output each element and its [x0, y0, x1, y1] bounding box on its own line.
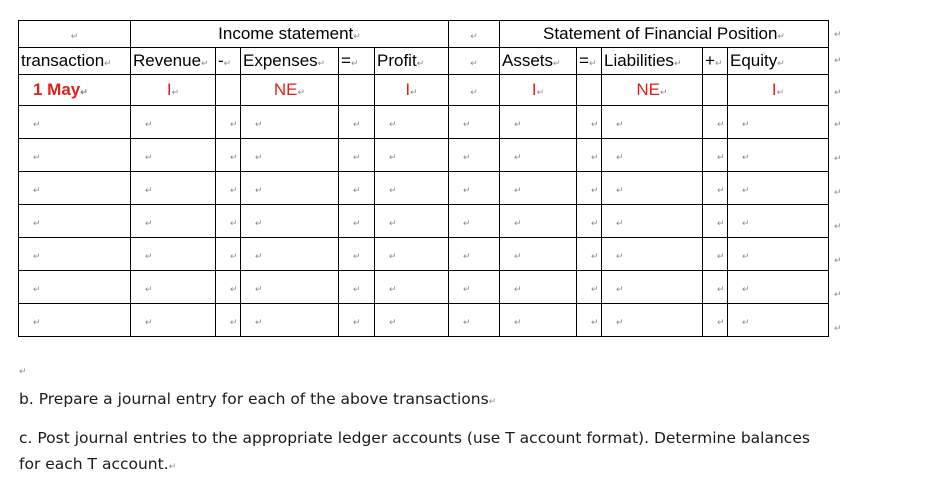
table-row [19, 304, 829, 337]
paragraph-mark: ↵ [834, 221, 842, 231]
paragraph-mark: ↵ [33, 185, 41, 195]
table-cell [728, 238, 829, 271]
table-cell [577, 271, 602, 304]
instruction-c-line2: for each T account.↵ [19, 455, 177, 473]
table-cell [500, 139, 577, 172]
instruction-b: b. Prepare a journal entry for each of the above transactions↵ [19, 390, 497, 408]
table-cell [602, 205, 703, 238]
table-cell [602, 238, 703, 271]
table-row [19, 238, 829, 271]
table-cell [728, 172, 829, 205]
table-cell [241, 238, 339, 271]
paragraph-mark: ↵ [255, 119, 263, 129]
table-cell [131, 304, 216, 337]
header-empty-cell: ↵ [19, 21, 131, 48]
minus-header: -↵ [216, 48, 241, 75]
table-group-header-row [19, 21, 829, 48]
paragraph-mark: ↵ [591, 218, 599, 228]
table-cell [241, 106, 339, 139]
table-row [19, 139, 829, 172]
table-cell [339, 139, 375, 172]
table-cell [602, 106, 703, 139]
paragraph-mark: ↵ [230, 317, 238, 327]
assets-header: Assets↵ [500, 48, 577, 75]
paragraph-mark: ↵ [616, 284, 624, 294]
table-cell [216, 106, 241, 139]
paragraph-mark: ↵ [389, 218, 397, 228]
table-cell [602, 304, 703, 337]
table-cell [500, 106, 577, 139]
paragraph-mark: ↵ [717, 284, 725, 294]
paragraph-mark: ↵ [230, 218, 238, 228]
paragraph-mark: ↵ [463, 251, 471, 261]
expenses-cell: NE↵ [241, 75, 339, 106]
paragraph-mark: ↵ [145, 317, 153, 327]
paragraph-mark: ↵ [742, 218, 750, 228]
table-cell [728, 304, 829, 337]
paragraph-mark: ↵ [591, 284, 599, 294]
paragraph-mark: ↵ [463, 317, 471, 327]
paragraph-mark: ↵ [353, 218, 361, 228]
paragraph-mark: ↵ [834, 187, 842, 197]
paragraph-mark: ↵ [389, 119, 397, 129]
paragraph-mark: ↵ [463, 218, 471, 228]
revenue-header: Revenue↵ [131, 48, 216, 75]
table-cell [375, 139, 449, 172]
table-cell [375, 238, 449, 271]
paragraph-mark: ↵ [717, 185, 725, 195]
paragraph-mark: ↵ [353, 317, 361, 327]
paragraph-mark: ↵ [514, 218, 522, 228]
paragraph-mark: ↵ [389, 185, 397, 195]
paragraph-mark: ↵ [33, 317, 41, 327]
revenue-cell: I↵ [131, 75, 216, 106]
equals-header: =↵ [339, 48, 375, 75]
table-cell [131, 238, 216, 271]
paragraph-mark: ↵ [353, 152, 361, 162]
liabilities-header: Liabilities↵ [602, 48, 703, 75]
paragraph-mark: ↵ [145, 284, 153, 294]
table-cell [500, 238, 577, 271]
paragraph-mark: ↵ [717, 317, 725, 327]
paragraph-mark: ↵ [33, 251, 41, 261]
table-cell [703, 238, 728, 271]
paragraph-mark: ↵ [616, 185, 624, 195]
paragraph-mark: ↵ [591, 317, 599, 327]
paragraph-mark: ↵ [616, 218, 624, 228]
paragraph-mark: ↵ [255, 284, 263, 294]
table-cell [577, 304, 602, 337]
table-cell [703, 205, 728, 238]
header-gap-cell: ↵ [449, 21, 500, 48]
paragraph-mark: ↵ [230, 119, 238, 129]
paragraph-mark: ↵ [514, 185, 522, 195]
paragraph-mark: ↵ [33, 284, 41, 294]
table-cell [375, 304, 449, 337]
table-cell [19, 238, 131, 271]
table-cell [500, 205, 577, 238]
table-cell [131, 106, 216, 139]
paragraph-mark: ↵ [834, 119, 842, 129]
paragraph-mark: ↵ [145, 251, 153, 261]
table-cell [577, 172, 602, 205]
paragraph-mark: ↵ [514, 284, 522, 294]
paragraph-mark: ↵ [33, 152, 41, 162]
table-cell [216, 139, 241, 172]
paragraph-mark: ↵ [145, 185, 153, 195]
paragraph-mark: ↵ [834, 153, 842, 163]
paragraph-mark: ↵ [389, 317, 397, 327]
paragraph-mark: ↵ [230, 251, 238, 261]
paragraph-mark: ↵ [389, 284, 397, 294]
paragraph-mark: ↵ [463, 152, 471, 162]
table-cell [241, 205, 339, 238]
table-cell [19, 304, 131, 337]
table-cell [19, 271, 131, 304]
table-cell [577, 139, 602, 172]
profit-header: Profit↵ [375, 48, 449, 75]
equity-header: Equity↵ [728, 48, 829, 75]
table-cell [500, 172, 577, 205]
paragraph-mark: ↵ [255, 152, 263, 162]
table-cell [602, 139, 703, 172]
assets-cell: I↵ [500, 75, 577, 106]
table-cell [216, 271, 241, 304]
paragraph-mark: ↵ [834, 29, 842, 39]
table-cell [703, 106, 728, 139]
equals-cell [339, 75, 375, 106]
table-cell [131, 172, 216, 205]
paragraph-mark: ↵ [591, 185, 599, 195]
table-cell [500, 304, 577, 337]
table-cell [339, 238, 375, 271]
table-cell [728, 139, 829, 172]
paragraph-mark: ↵ [255, 317, 263, 327]
table-cell [19, 106, 131, 139]
expenses-header: Expenses↵ [241, 48, 339, 75]
paragraph-mark: ↵ [834, 323, 842, 333]
table-cell [449, 106, 500, 139]
paragraph-mark: ↵ [742, 251, 750, 261]
paragraph-mark: ↵ [389, 152, 397, 162]
equity-cell: I↵ [728, 75, 829, 106]
paragraph-mark: ↵ [145, 119, 153, 129]
instruction-c-line1: c. Post journal entries to the appropriate ledger accounts (use T account format). Determine balances [19, 429, 810, 447]
table-cell [703, 271, 728, 304]
paragraph-mark: ↵ [717, 251, 725, 261]
table-cell [216, 172, 241, 205]
gap-cell: ↵ [449, 75, 500, 106]
paragraph-mark: ↵ [230, 284, 238, 294]
table-cell [375, 106, 449, 139]
paragraph-mark: ↵ [33, 119, 41, 129]
equals-header-2: =↵ [577, 48, 602, 75]
paragraph-mark: ↵ [230, 152, 238, 162]
table-cell [339, 106, 375, 139]
table-row [19, 271, 829, 304]
paragraph-mark: ↵ [742, 119, 750, 129]
paragraph-mark: ↵ [742, 284, 750, 294]
paragraph-mark: ↵ [742, 317, 750, 327]
table-row [19, 205, 829, 238]
paragraph-mark: ↵ [591, 251, 599, 261]
table-cell [19, 205, 131, 238]
paragraph-mark: ↵ [255, 251, 263, 261]
table-cell [703, 172, 728, 205]
paragraph-mark: ↵ [255, 185, 263, 195]
paragraph-mark: ↵ [353, 251, 361, 261]
table-cell [500, 271, 577, 304]
table-cell [241, 304, 339, 337]
paragraph-mark: ↵ [616, 317, 624, 327]
table-cell [449, 238, 500, 271]
table-column-header-row [19, 48, 829, 75]
paragraph-mark: ↵ [353, 185, 361, 195]
table-cell [339, 205, 375, 238]
paragraph-mark: ↵ [717, 152, 725, 162]
transaction-analysis-table [18, 20, 829, 337]
paragraph-mark: ↵ [353, 284, 361, 294]
table-cell [131, 139, 216, 172]
table-cell [703, 139, 728, 172]
financial-position-header: Statement of Financial Position↵ [500, 21, 829, 48]
table-cell [375, 205, 449, 238]
paragraph-mark: ↵ [514, 119, 522, 129]
paragraph-mark: ↵ [463, 185, 471, 195]
paragraph-mark: ↵ [834, 55, 842, 65]
profit-cell: I↵ [375, 75, 449, 106]
transaction-header: transaction↵ [19, 48, 131, 75]
paragraph-mark: ↵ [514, 317, 522, 327]
table-cell [375, 172, 449, 205]
table-cell [449, 205, 500, 238]
table-cell [241, 139, 339, 172]
empty-rows [19, 106, 829, 337]
table-cell [339, 304, 375, 337]
paragraph-mark: ↵ [616, 251, 624, 261]
paragraph-mark: ↵ [616, 119, 624, 129]
table-cell [577, 205, 602, 238]
paragraph-mark: ↵ [834, 289, 842, 299]
paragraph-mark: ↵ [742, 185, 750, 195]
table-cell [703, 304, 728, 337]
table-cell [339, 172, 375, 205]
table-cell [577, 106, 602, 139]
table-cell [131, 271, 216, 304]
table-cell [19, 139, 131, 172]
table-cell [602, 271, 703, 304]
paragraph-mark: ↵ [514, 251, 522, 261]
liabilities-cell: NE↵ [602, 75, 703, 106]
table-cell [728, 271, 829, 304]
table-cell [131, 205, 216, 238]
paragraph-mark: ↵ [616, 152, 624, 162]
paragraph-mark: ↵ [834, 255, 842, 265]
paragraph-mark: ↵ [389, 251, 397, 261]
table-cell [375, 271, 449, 304]
paragraph-mark: ↵ [33, 218, 41, 228]
table-cell [449, 271, 500, 304]
table-cell [216, 205, 241, 238]
table-cell [602, 172, 703, 205]
table-cell [449, 304, 500, 337]
table-cell [241, 271, 339, 304]
minus-cell [216, 75, 241, 106]
paragraph-mark: ↵ [230, 185, 238, 195]
table-row [19, 75, 829, 106]
gap-header: ↵ [449, 48, 500, 75]
paragraph-mark: ↵ [255, 218, 263, 228]
table-cell [241, 172, 339, 205]
paragraph-mark: ↵ [834, 87, 842, 97]
table-cell [19, 172, 131, 205]
income-statement-header: Income statement↵ [131, 21, 449, 48]
paragraph-mark: ↵ [717, 218, 725, 228]
transaction-date-cell: 1 May↵ [19, 75, 131, 106]
table-cell [728, 205, 829, 238]
paragraph-mark: ↵ [463, 284, 471, 294]
table-cell [216, 304, 241, 337]
table-cell [449, 172, 500, 205]
table-cell [339, 271, 375, 304]
table-cell [577, 238, 602, 271]
paragraph-mark: ↵ [591, 119, 599, 129]
paragraph-mark: ↵ [717, 119, 725, 129]
paragraph-mark: ↵ [145, 152, 153, 162]
paragraph-mark: ↵ [742, 152, 750, 162]
paragraph-mark: ↵ [591, 152, 599, 162]
paragraph-mark: ↵ [353, 119, 361, 129]
table-cell [216, 238, 241, 271]
plus-header: +↵ [703, 48, 728, 75]
paragraph-blank: ↵ [19, 367, 27, 377]
table-row [19, 106, 829, 139]
table-cell [728, 106, 829, 139]
paragraph-mark: ↵ [145, 218, 153, 228]
paragraph-mark: ↵ [514, 152, 522, 162]
equals-cell-2 [577, 75, 602, 106]
table-row [19, 172, 829, 205]
table-cell [449, 139, 500, 172]
plus-cell [703, 75, 728, 106]
paragraph-mark: ↵ [463, 119, 471, 129]
